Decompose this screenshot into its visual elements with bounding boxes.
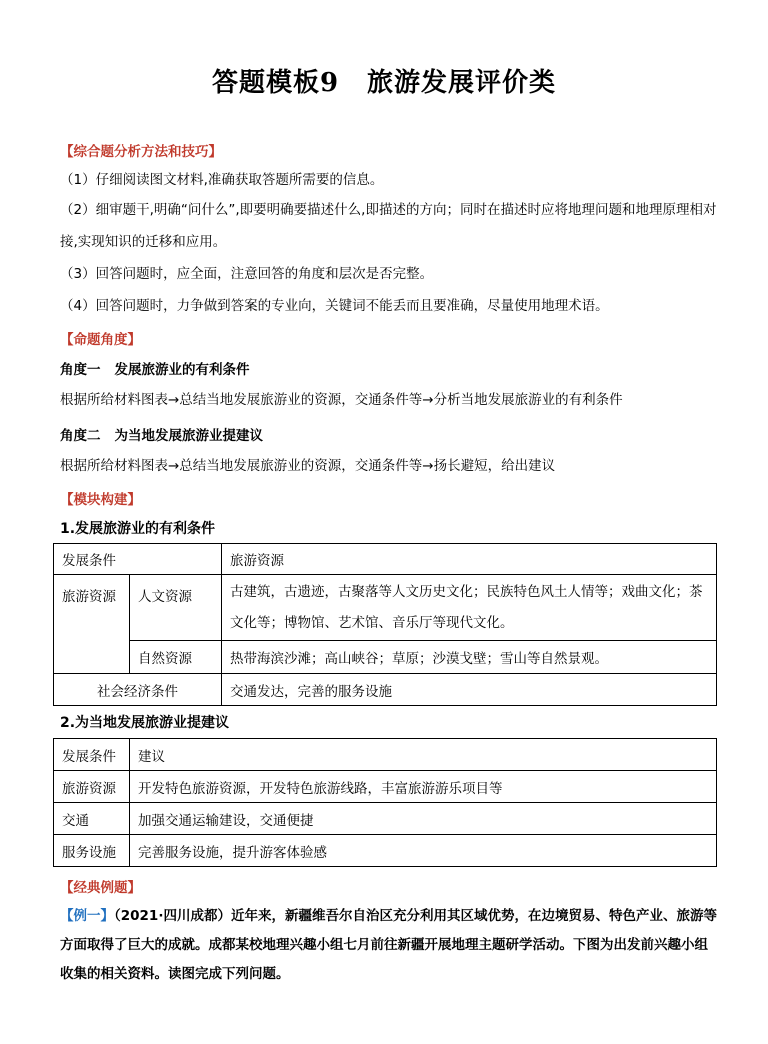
- angle-2-text: 根据所给材料图表→总结当地发展旅游业的资源，交通条件等→扬长避短，给出建议: [60, 458, 556, 474]
- t1-socioeconomic-label: 社会经济条件: [54, 674, 222, 706]
- method-3: （3）回答问题时，应全面，注意回答的角度和层次是否完整。: [60, 266, 434, 282]
- angle-2-heading: [60, 424, 263, 444]
- t2-row-label: 旅游资源: [54, 771, 130, 803]
- t1-header-resource: 旅游资源: [222, 544, 717, 575]
- method-4: （4）回答问题时，力争做到答案的专业向，关键词不能丢而且要准确，尽量使用地理术语。: [60, 298, 609, 314]
- example-tag: 【例一】: [60, 908, 114, 924]
- angle-1-text: 根据所给材料图表→总结当地发展旅游业的资源，交通条件等→分析当地发展旅游业的有利条件: [60, 392, 623, 408]
- angle-2-title: 为当地发展旅游业提建议: [114, 428, 263, 444]
- subheading-1: 1.发展旅游业的有利条件: [60, 521, 216, 537]
- angle-1-label: 角度一: [60, 362, 101, 378]
- t2-row-label: 服务设施: [54, 835, 130, 867]
- t1-cultural-label: 人文资源: [130, 575, 222, 641]
- example-header: 【经典例题】: [60, 880, 141, 896]
- page-title: [0, 62, 768, 99]
- suggestions-table: [53, 738, 717, 867]
- method-1: （1）仔细阅读图文材料,准确获取答题所需要的信息。: [60, 172, 384, 188]
- angle-2-label: 角度二: [60, 428, 101, 444]
- module-header: 【模块构建】: [60, 492, 141, 508]
- t1-cultural-text: 古建筑，古遗迹，古聚落等人文历史文化；民族特色风土人情等；戏曲文化；茶文化等；博物馆、艺术馆、音乐厅等现代文化。: [222, 575, 717, 641]
- example-1: [60, 902, 720, 989]
- t2-header-condition: 发展条件: [54, 739, 130, 771]
- t2-row-text: 完善服务设施，提升游客体验感: [130, 835, 717, 867]
- angle-1-title: 发展旅游业的有利条件: [114, 362, 250, 378]
- t1-natural-label: 自然资源: [130, 641, 222, 674]
- t2-row-text: 加强交通运输建设，交通便捷: [130, 803, 717, 835]
- t1-socioeconomic-text: 交通发达，完善的服务设施: [222, 674, 717, 706]
- angle-1-heading: [60, 358, 250, 378]
- example-text: （2021·四川成都）近年来，新疆维吾尔自治区充分利用其区域优势，在边境贸易、特色产业、旅游等方面取得了巨大的成就。成都某校地理兴趣小组七月前往新疆开展地理主题研学活动。下图为出发前兴趣小组收集的相关资料。读图完成下列问题。: [60, 908, 717, 982]
- t1-group-label: 旅游资源: [54, 575, 130, 674]
- t1-natural-text: 热带海滨沙滩；高山峡谷；草原；沙漠戈壁；雪山等自然景观。: [222, 641, 717, 674]
- t2-row-label: 交通: [54, 803, 130, 835]
- angle-header: 【命题角度】: [60, 332, 141, 348]
- t1-header-condition: 发展条件: [54, 544, 222, 575]
- t2-row-text: 开发特色旅游资源，开发特色旅游线路，丰富旅游游乐项目等: [130, 771, 717, 803]
- methods-header: 【综合题分析方法和技巧】: [60, 144, 222, 160]
- t2-header-suggestion: 建议: [130, 739, 717, 771]
- title-part1: 答题模板9: [211, 68, 340, 98]
- title-part2: 旅游发展评价类: [367, 68, 557, 98]
- subheading-2: 2.为当地发展旅游业提建议: [60, 715, 230, 731]
- method-2: （2）细审题干,明确“问什么”,即要明确要描述什么,即描述的方向；同时在描述时应将地理问题和地理原理相对接,实现知识的迁移和应用。: [60, 202, 717, 250]
- conditions-table: [53, 543, 717, 706]
